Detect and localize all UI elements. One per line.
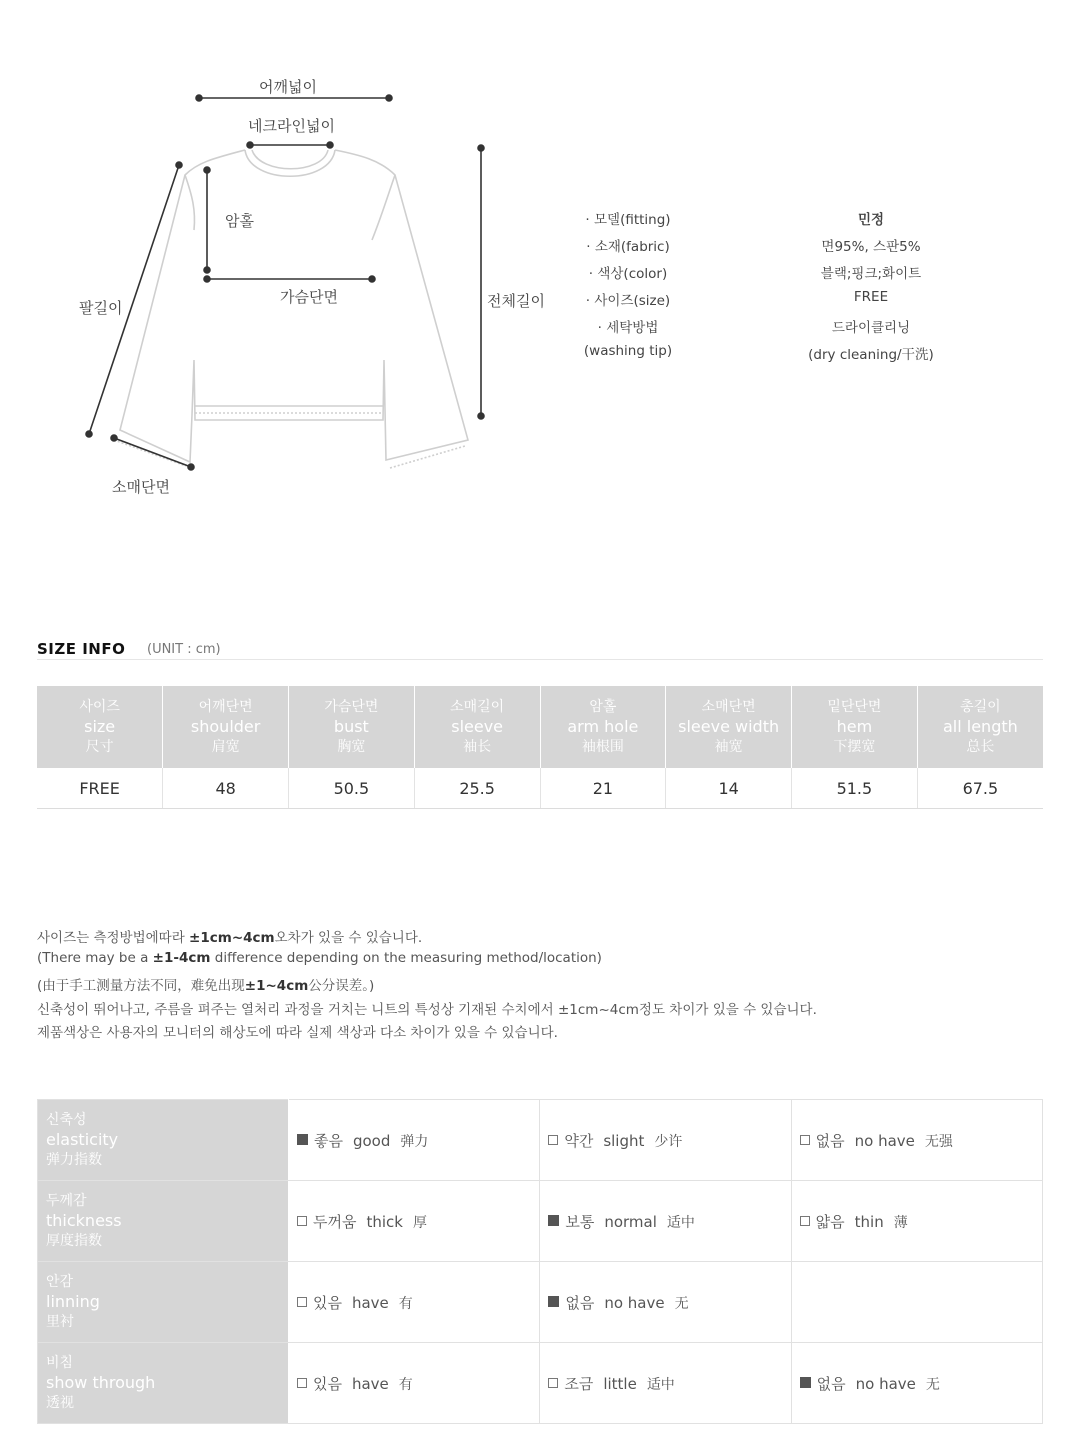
fabric-head-show-through: 비침 show through 透视 [38,1343,289,1424]
checkbox-empty-icon [297,1378,307,1388]
cell-size: FREE [37,768,163,809]
column-header-size: 사이즈 size 尺寸 [37,686,163,768]
fabric-row-thickness [38,1181,1043,1262]
info-key-color: · 색상(color) [588,266,668,282]
option-elasticity-good: 좋음 good 弹力 [289,1100,540,1181]
checkbox-checked-icon [800,1377,811,1388]
label-armhole: 암홀 [225,212,254,230]
note-line-4: 신축성이 뛰어나고, 주름을 펴주는 열처리 과정을 거치는 니트의 특성상 기재된 수치에서 ±1cm~4cm정도 차이가 있을 수 있습니다. [37,1002,817,1018]
option-show-through-little: 조금 little 适中 [540,1343,791,1424]
option-thickness-thin: 얇음 thin 薄 [791,1181,1042,1262]
fabric-head-thickness: 두께감 thickness 厚度指数 [38,1181,289,1262]
info-value-color: 블랙;핑크;화이트 [820,266,922,282]
info-key-fabric: · 소재(fabric) [586,239,670,255]
cell-bust: 50.5 [289,768,415,809]
fabric-row-lining [38,1262,1043,1343]
option-lining-empty [791,1262,1042,1343]
checkbox-checked-icon [548,1296,559,1307]
label-cuff: 소매단면 [112,478,170,496]
info-value-model: 민정 [857,212,885,228]
fabric-row-show-through [38,1343,1043,1424]
column-header-sleeve: 소매길이 sleeve 袖长 [414,686,540,768]
cell-sleeve: 25.5 [414,768,540,809]
fabric-head-elasticity: 신축성 elasticity 弹力指数 [38,1100,289,1181]
column-header-hem: 밑단단면 hem 下摆宽 [792,686,918,768]
cell-hem: 51.5 [792,768,918,809]
checkbox-empty-icon [800,1135,810,1145]
info-value-size: FREE [853,289,889,305]
checkbox-checked-icon [297,1134,308,1145]
fabric-table [37,1099,1043,1424]
cell-sleeve-width: 14 [666,768,792,809]
info-value-washing: 드라이클리닝 [831,320,911,336]
note-line-3: (由于手工测量方法不同，难免出现±1~4cm公分误差。) [37,978,375,994]
checkbox-empty-icon [297,1297,307,1307]
fabric-head-lining: 안감 linning 里衬 [38,1262,289,1343]
option-lining-have: 있음 have 有 [289,1262,540,1343]
divider [37,659,1043,660]
option-lining-no-have: 없음 no have 无 [540,1262,791,1343]
option-elasticity-slight: 약간 slight 少许 [540,1100,791,1181]
option-thickness-normal: 보통 normal 适中 [540,1181,791,1262]
size-table-header [37,686,1043,768]
label-total-length: 전체길이 [487,292,545,310]
label-shoulder: 어깨넓이 [259,78,317,96]
size-info-unit: (UNIT : cm) [147,642,221,657]
info-key-model: · 모델(fitting) [585,212,671,228]
checkbox-empty-icon [548,1135,558,1145]
info-value-washing-tip: (dry cleaning/干洗) [808,347,934,363]
checkbox-empty-icon [800,1216,810,1226]
cell-all-length: 67.5 [917,768,1043,809]
note-line-1: 사이즈는 측정방법에따라 ±1cm~4cm오차가 있을 수 있습니다. [37,930,423,946]
column-header-bust: 가슴단면 bust 胸宽 [289,686,415,768]
table-row [37,768,1043,809]
cell-shoulder: 48 [163,768,289,809]
info-value-fabric: 면95%, 스판5% [821,239,921,255]
label-neckline: 네크라인넓이 [248,117,335,135]
option-thickness-thick: 두꺼움 thick 厚 [289,1181,540,1262]
label-bust: 가슴단면 [280,288,338,306]
option-show-through-no-have: 없음 no have 无 [791,1343,1042,1424]
checkbox-checked-icon [548,1215,559,1226]
checkbox-empty-icon [548,1378,558,1388]
label-sleeve-length: 팔길이 [79,299,123,317]
fabric-row-elasticity [38,1100,1043,1181]
size-info-title: SIZE INFO [37,640,126,658]
note-line-2: (There may be a ±1-4cm difference depending on the measuring method/location) [37,950,602,966]
measurement-diagram [0,0,600,520]
column-header-armhole: 암홀 arm hole 袖根围 [540,686,666,768]
note-line-5: 제품색상은 사용자의 모니터의 해상도에 따라 실제 색상과 다소 차이가 있을 수 있습니다. [37,1025,558,1041]
column-header-shoulder: 어깨단면 shoulder 肩宽 [163,686,289,768]
info-key-size: · 사이즈(size) [585,293,671,309]
checkbox-empty-icon [297,1216,307,1226]
option-show-through-have: 있음 have 有 [289,1343,540,1424]
size-table [37,686,1043,809]
cell-armhole: 21 [540,768,666,809]
info-key-washing: · 세탁방법 [597,320,659,336]
info-key-washing-tip: (washing tip) [583,343,673,359]
column-header-all-length: 총길이 all length 总长 [917,686,1043,768]
column-header-sleeve-width: 소매단면 sleeve width 袖宽 [666,686,792,768]
option-elasticity-no-have: 없음 no have 无强 [791,1100,1042,1181]
